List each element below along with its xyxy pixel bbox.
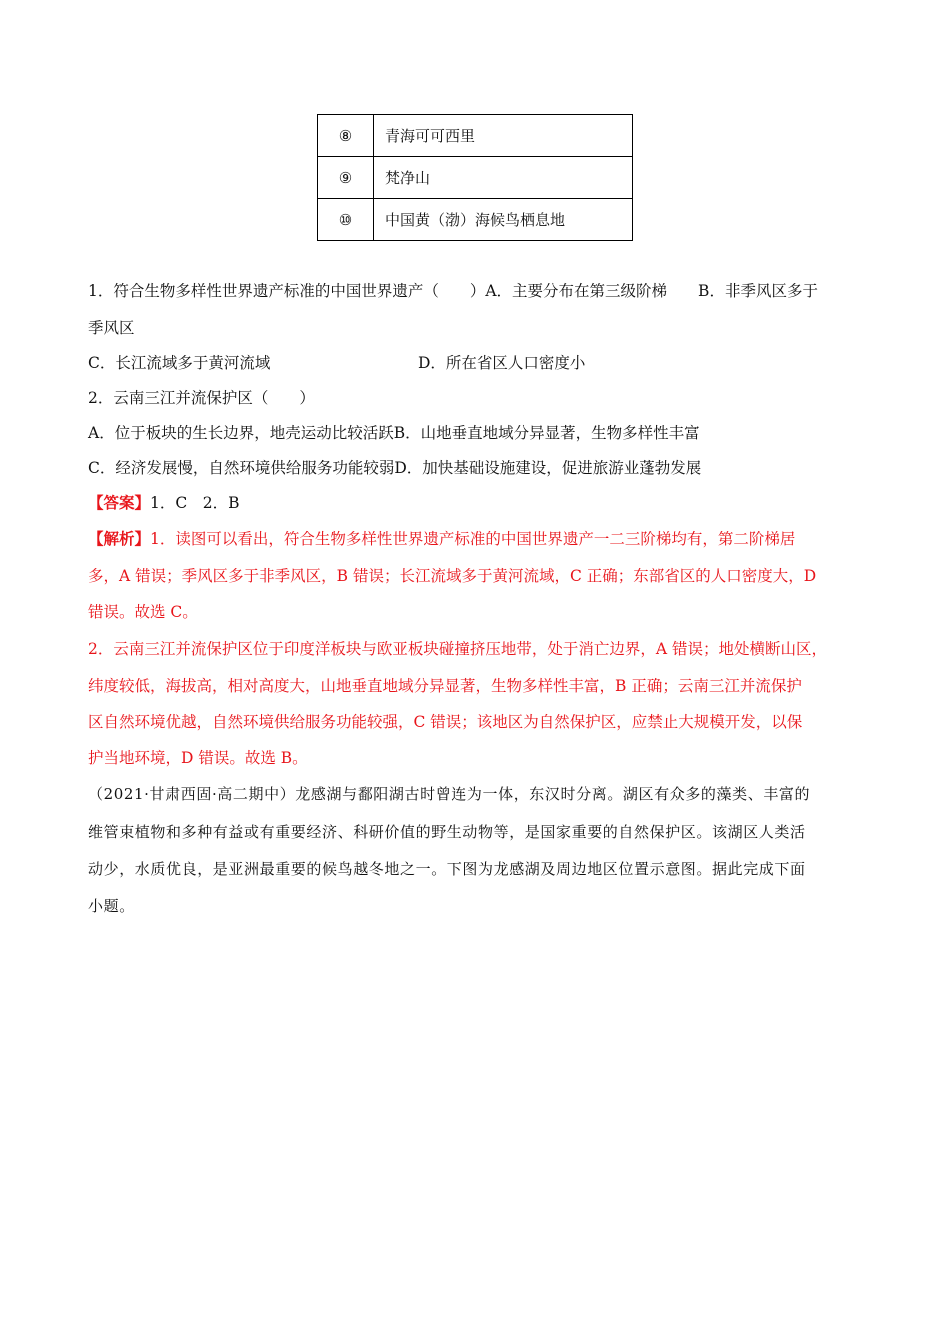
- intro-paragraph-line: 小题。: [88, 897, 135, 915]
- question-2-options-cd: C．经济发展慢，自然环境供给服务功能较弱D．加快基础设施建设，促进旅游业蓬勃发展: [88, 459, 702, 477]
- question-1-stem: 1．符合生物多样性世界遗产标准的中国世界遗产（ ）A．主要分布在第三级阶梯 B．非季风区多于: [88, 282, 818, 300]
- analysis-line: 2．云南三江并流保护区位于印度洋板块与欧亚板块碰撞挤压地带，处于消亡边界，A 错误；地处横断山区，: [88, 640, 827, 658]
- intro-paragraph-line: 动少，水质优良，是亚洲最重要的候鸟越冬地之一。下图为龙感湖及周边地区位置示意图。据此完成下面: [88, 860, 806, 878]
- question-2-stem: 2．云南三江并流保护区（ ）: [88, 389, 315, 407]
- analysis-line: 纬度较低，海拔高，相对高度大，山地垂直地域分异显著，生物多样性丰富，B 正确；云南三江并流保护: [88, 677, 802, 695]
- analysis-text: 1．读图可以看出，符合生物多样性世界遗产标准的中国世界遗产一二三阶梯均有，第二阶梯居: [150, 530, 796, 548]
- question-2-options-ab: A．位于板块的生长边界，地壳运动比较活跃B．山地垂直地域分异显著，生物多样性丰富: [88, 424, 700, 442]
- site-name: 梵净山: [374, 157, 633, 199]
- question-1-option-c: C．长江流域多于黄河流域: [88, 354, 271, 372]
- row-number: ⑧: [318, 115, 374, 157]
- question-1-stem-cont: 季风区: [88, 319, 135, 337]
- table-row: [318, 199, 633, 241]
- answer-label: 【答案】: [88, 493, 151, 512]
- analysis-line: 护当地环境，D 错误。故选 B。: [88, 749, 308, 767]
- answer-text: 1．C 2．B: [150, 494, 240, 512]
- intro-paragraph-line: （2021·甘肃西固·高二期中）龙感湖与鄱阳湖古时曾连为一体，东汉时分离。湖区有众多的藻类、丰富的: [88, 785, 811, 803]
- analysis-line: 区自然环境优越，自然环境供给服务功能较强，C 错误；该地区为自然保护区，应禁止大规模开发，以保: [88, 713, 803, 731]
- analysis-line: 多，A 错误；季风区多于非季风区，B 错误；长江流域多于黄河流域，C 正确；东部省区的人口密度大，D: [88, 567, 817, 585]
- answer-line: [88, 491, 240, 513]
- question-1-option-d: D．所在省区人口密度小: [418, 354, 586, 372]
- row-number: ⑨: [318, 157, 374, 199]
- heritage-table: [317, 114, 633, 241]
- table-row: [318, 157, 633, 199]
- analysis-line: 错误。故选 C。: [88, 603, 198, 621]
- analysis-label: 【解析】: [88, 529, 151, 548]
- analysis-line: [88, 527, 795, 549]
- row-number: ⑩: [318, 199, 374, 241]
- site-name: 青海可可西里: [374, 115, 633, 157]
- site-name: 中国黄（渤）海候鸟栖息地: [374, 199, 633, 241]
- table-row: [318, 115, 633, 157]
- intro-paragraph-line: 维管束植物和多种有益或有重要经济、科研价值的野生动物等，是国家重要的自然保护区。该湖区人类活: [88, 823, 806, 841]
